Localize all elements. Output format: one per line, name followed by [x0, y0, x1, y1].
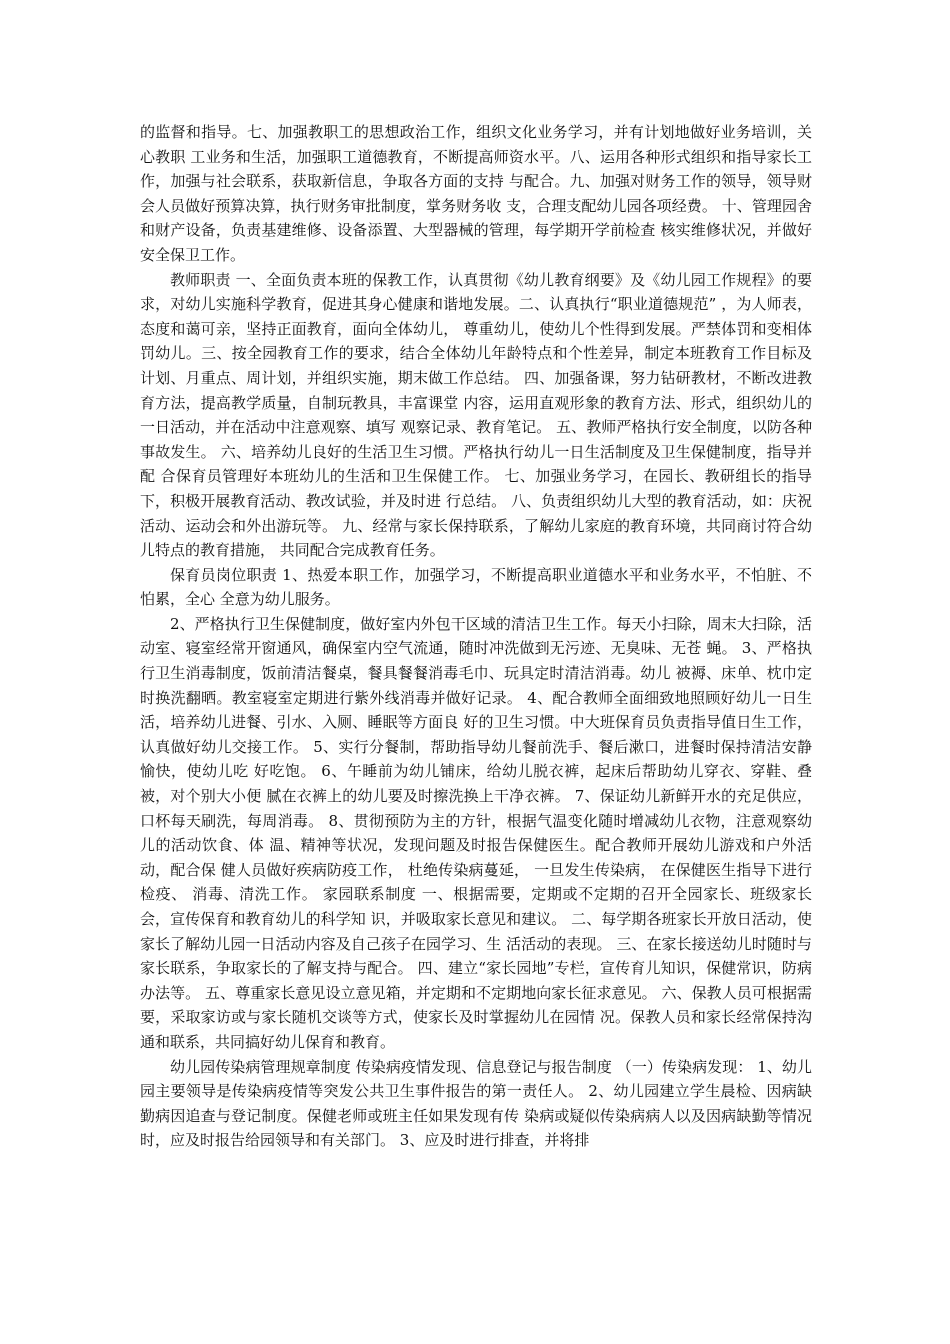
paragraph-hygiene-and-parent-contact: 2、严格执行卫生保健制度，做好室内外包干区域的清洁卫生工作。每天小扫除，周末大扫除，活动室、寝室经常开窗通风，确保室内空气流通，随时冲洗做到无污迹、无臭味、无苍 蝇。 3、严格执行卫生消毒制度，饭前清洁餐桌，餐具餐餐消毒毛巾、玩具定时清洁消毒。幼儿 被褥、床单、枕巾定时换洗翻晒。教室寝室定期进行紫外线消毒并做好记录。 4、配合教师全面细致地照顾好幼儿一日生活，培养幼儿进餐、引水、入厕、睡眠等方面良 好的卫生习惯。中大班保育员负责指导值日生工作，认真做好幼儿交接工作。 5、实行分餐制，帮助指导幼儿餐前洗手、餐后漱口，进餐时保持清洁安静愉快，使幼儿吃 好吃饱。 6、午睡前为幼儿铺床，给幼儿脱衣裤，起床后帮助幼儿穿衣、穿鞋、叠被，对个别大小便 腻在衣裤上的幼儿要及时擦洗换上干净衣裤。 7、保证幼儿新鲜开水的充足供应，口杯每天刷洗，每周消毒。 8、贯彻预防为主的方针，根据气温变化随时增减幼儿衣物，注意观察幼儿的活动饮食、体 温、精神等状况，发现问题及时报告保健医生。配合教师开展幼儿游戏和户外活动，配合保 健人员做好疾病防疫工作， 杜绝传染病蔓延， 一旦发生传染病， 在保健医生指导下进行检疫、 消毒、清洗工作。 家园联系制度 一、根据需要，定期或不定期的召开全园家长、班级家长会，宣传保育和教育幼儿的科学知 识，并吸取家长意见和建议。 二、每学期各班家长开放日活动，使家长了解幼儿园一日活动内容及自己孩子在园学习、生 活活动的表现。 三、在家长接送幼儿时随时与家长联系，争取家长的了解支持与配合。 四、建立“家长园地”专栏，宣传育儿知识，保健常识，防病办法等。 五、尊重家长意见设立意见箱，并定期和不定期地向家长征求意见。 六、保教人员可根据需要，采取家访或与家长随机交谈等方式，使家长及时掌握幼儿在园情 况。保教人员和家长经常保持沟通和联系，共同搞好幼儿保育和教育。: [140, 614, 812, 1051]
document-page: [140, 120, 812, 1153]
paragraph-supervision-duties: 的监督和指导。七、加强教职工的思想政治工作，组织文化业务学习，并有计划地做好业务培训，关心教职 工业务和生活，加强职工道德教育，不断提高师资水平。八、运用各种形式组织和指导家长工作，加强与社会联系，获取新信息，争取各方面的支持 与配合。九、加强对财务工作的领导，领导财会人员做好预算决算，执行财务审批制度，掌务财务收 支，合理支配幼儿园各项经费。 十、管理园舍和财产设备，负责基建维修、设备添置、大型器械的管理，每学期开学前检查 核实维修状况，并做好安全保卫工作。: [140, 123, 812, 264]
paragraph-teacher-duties: 教师职责 一、全面负责本班的保教工作，认真贯彻《幼儿教育纲要》及《幼儿园工作规程》的要求，对幼儿实施科学教育，促进其身心健康和谐地发展。二、认真执行“职业道德规范” ，为人师表，态度和蔼可亲，坚持正面教育，面向全体幼儿， 尊重幼儿，使幼儿个性得到发展。严禁体罚和变相体罚幼儿。三、按全园教育工作的要求，结合全体幼儿年龄特点和个性差异，制定本班教育工作目标及 计划、月重点、周计划，并组织实施，期末做工作总结。 四、加强备课，努力钻研教材，不断改进教育方法，提高教学质量，自制玩教具，丰富课堂 内容，运用直观形象的教育方法、形式，组织幼儿的一日活动，并在活动中注意观察、填写 观察记录、教育笔记。 五、教师严格执行安全制度，以防各种事故发生。 六、培养幼儿良好的生活卫生习惯。严格执行幼儿一日生活制度及卫生保健制度，指导并配 合保育员管理好本班幼儿的生活和卫生保健工作。 七、加强业务学习，在园长、教研组长的指导下，积极开展教育活动、教改试验，并及时进 行总结。 八、负责组织幼儿大型的教育活动，如：庆祝活动、运动会和外出游玩等。 九、经常与家长保持联系，了解幼儿家庭的教育环境，共同商讨符合幼儿特点的教育措施， 共同配合完成教育任务。: [140, 270, 812, 560]
paragraph-infectious-disease-rules: 幼儿园传染病管理规章制度 传染病疫情发现、信息登记与报告制度 （一）传染病发现： 1、幼儿园主要领导是传染病疫情等突发公共卫生事件报告的第一责任人。 2、幼儿园建立学生晨检、因病缺勤病因追查与登记制度。保健老师或班主任如果发现有传 染病或疑似传染病病人以及因病缺勤等情况时，应及时报告给园领导和有关部门。 3、应及时进行排查，并将排: [140, 1057, 812, 1150]
paragraph-caregiver-duties: 保育员岗位职责 1、热爱本职工作，加强学习，不断提高职业道德水平和业务水平，不怕脏、不怕累，全心 全意为幼儿服务。: [140, 565, 812, 609]
